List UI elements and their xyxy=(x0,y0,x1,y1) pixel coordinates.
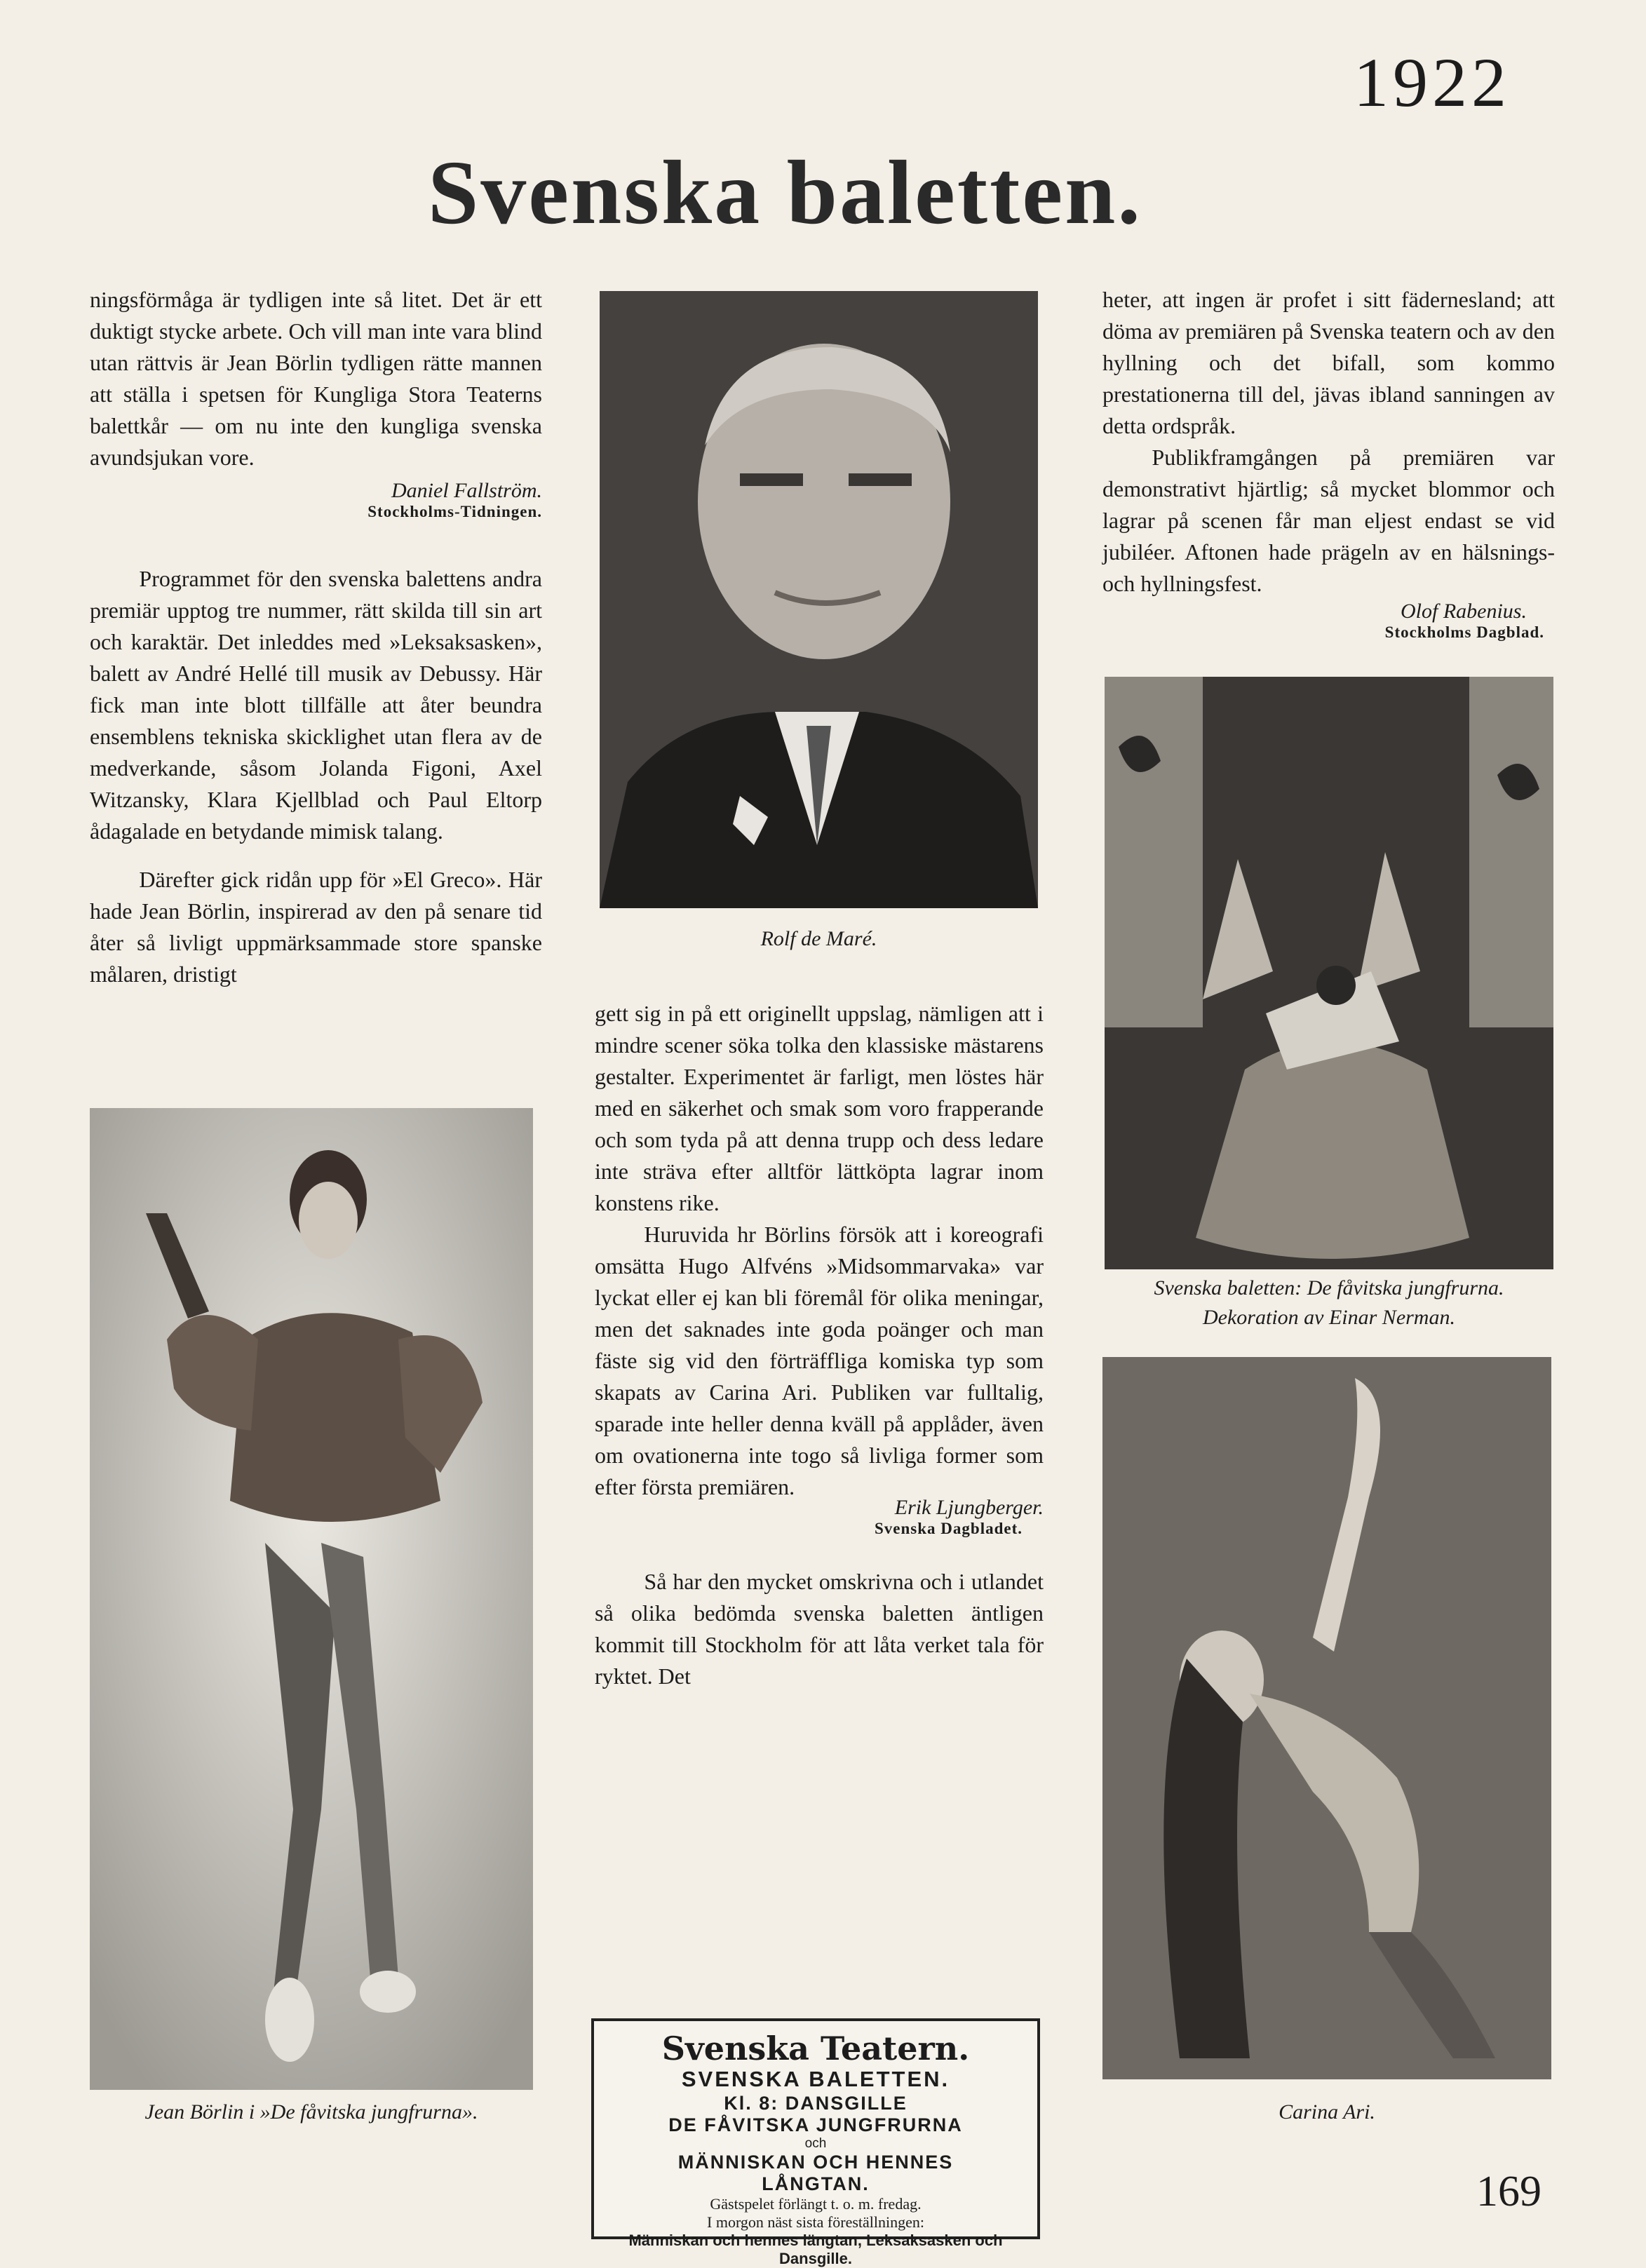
caption-scene-line2: Dekoration av Einar Nerman. xyxy=(1203,1306,1455,1329)
signature-rabenius: Olof Rabenius. xyxy=(1401,600,1527,623)
year-heading: 1922 xyxy=(1354,43,1511,121)
left-paragraph-1: ningsförmåga är tydligen inte så litet. Det är ett duktigt stycke arbete. Och vill man inte vara blind utan rättvis är Jean Börlin tydligen rätte mannen att ställa i spetsen för Kungliga Stora Teaterns balettkår — om nu inte den kungliga svenska avundsjukan vore. xyxy=(90,287,542,470)
photo-ballet-scene xyxy=(1105,677,1553,1269)
middle-paragraph-1: gett sig in på ett originellt uppslag, nämligen att i mindre scener söka tolka den klassiske mästarens gestalter. Experimentet är farligt, men löstes här med en säkerhet och smak som voro frapperande och som tyda på att denna trupp och dess ledare inte sträva efter alltför lättköpta lagrar inom konstens rike. xyxy=(595,1001,1044,1215)
ad-program-2b: LÅNGTAN. xyxy=(762,2173,870,2194)
ad-program-2: MÄNNISKAN OCH HENNES xyxy=(677,2152,954,2173)
right-paragraph-2: Publikframgången på premiären var demonstrativt hjärtlig; så mycket blommor och lagrar på scenen får man eljest endast se vid jubiléer. Aftonen hade prägeln av en hälsnings- och hyllningsfest. xyxy=(1102,445,1555,596)
left-column xyxy=(90,284,542,990)
photo-jean-borlin xyxy=(90,1108,533,2090)
ad-time-line: Kl. 8: DANSGILLE xyxy=(724,2093,908,2114)
page-title: Svenska baletten. xyxy=(428,142,1142,243)
caption-carina-ari: Carina Ari. xyxy=(1279,2100,1375,2124)
middle-column xyxy=(595,998,1044,1692)
signature-fallstrom: Daniel Fallström. xyxy=(391,479,542,502)
caption-jean-borlin: Jean Börlin i »De fåvitska jungfrurna». xyxy=(144,2100,478,2124)
right-paragraph-1: heter, att ingen är profet i sitt fädernesland; att döma av premiären på Svenska teatern och av den hyllning och det bifall, som kommo prestationerna till del, jävas ibland sanningen av detta ordspråk. xyxy=(1102,287,1555,438)
caption-scene-line1: Svenska baletten: De fåvitska jungfrurna. xyxy=(1154,1276,1504,1300)
left-paragraph-2: Programmet för den svenska balettens andra premiär upptog tre nummer, rätt skilda till sin art och karaktär. Det inleddes med »Leksaksasken», balett av André Hellé till musik av Debussy. Här fick man inte blott tillfälle att åter beundra ensemblens tekniska skicklighet utan flera av de medverkande, såsom Jolanda Figoni, Axel Witzansky, Klara Kjellblad och Paul Eltorp ådagalade en betydande mimisk talang. xyxy=(90,566,542,844)
source-svenska-dagbladet: Svenska Dagbladet. xyxy=(875,1520,1023,1537)
ad-program-1: DE FÅVITSKA JUNGFRURNA xyxy=(668,2114,963,2135)
right-column xyxy=(1102,284,1555,642)
caption-rolf-de-mare: Rolf de Maré. xyxy=(760,927,877,950)
ad-final-program: Människan och hennes längtan, Leksaksasken och Dansgille. xyxy=(628,2232,1003,2267)
signature-ljungberger: Erik Ljungberger. xyxy=(894,1496,1044,1519)
ad-tomorrow-note: I morgon näst sista föreställningen: xyxy=(707,2213,924,2231)
ad-extended-note: Gästspelet förlängt t. o. m. fredag. xyxy=(710,2195,922,2213)
source-stockholms-tidningen: Stockholms-Tidningen. xyxy=(367,503,542,520)
page-number: 169 xyxy=(1476,2168,1542,2215)
theater-advertisement xyxy=(591,2018,1040,2267)
ad-theater-name: Svenska Teatern. xyxy=(661,2030,970,2067)
ad-and: och xyxy=(804,2136,827,2151)
middle-paragraph-3: Så har den mycket omskrivna och i utlandet så olika bedömda svenska baletten äntligen kommit till Stockholm för att låta verket tala för ryktet. Det xyxy=(595,1569,1044,1689)
photo-rolf-de-mare xyxy=(600,291,1038,908)
source-stockholms-dagblad: Stockholms Dagblad. xyxy=(1384,623,1544,641)
middle-paragraph-2: Huruvida hr Börlins försök att i koreografi omsätta Hugo Alfvéns »Midsommarvaka» var lyckat eller ej kan bli föremål för olika meningar, men det saknades inte goda poänger och man fäste sig vid den förträffliga komiska typ som skapats av Carina Ari. Publiken var fulltalig, sparade inte heller denna kväll på applåder, även om ovationerna inte togo så livliga former som efter första premiären. xyxy=(595,1222,1044,1499)
photo-carina-ari xyxy=(1102,1357,1551,2079)
left-paragraph-3: Därefter gick ridån upp för »El Greco». Här hade Jean Börlin, inspirerad av den på senare tid åter så livligt uppmärksammade store spanske målaren, dristigt xyxy=(90,867,542,987)
ad-ballet-name: SVENSKA BALETTEN. xyxy=(681,2067,950,2091)
